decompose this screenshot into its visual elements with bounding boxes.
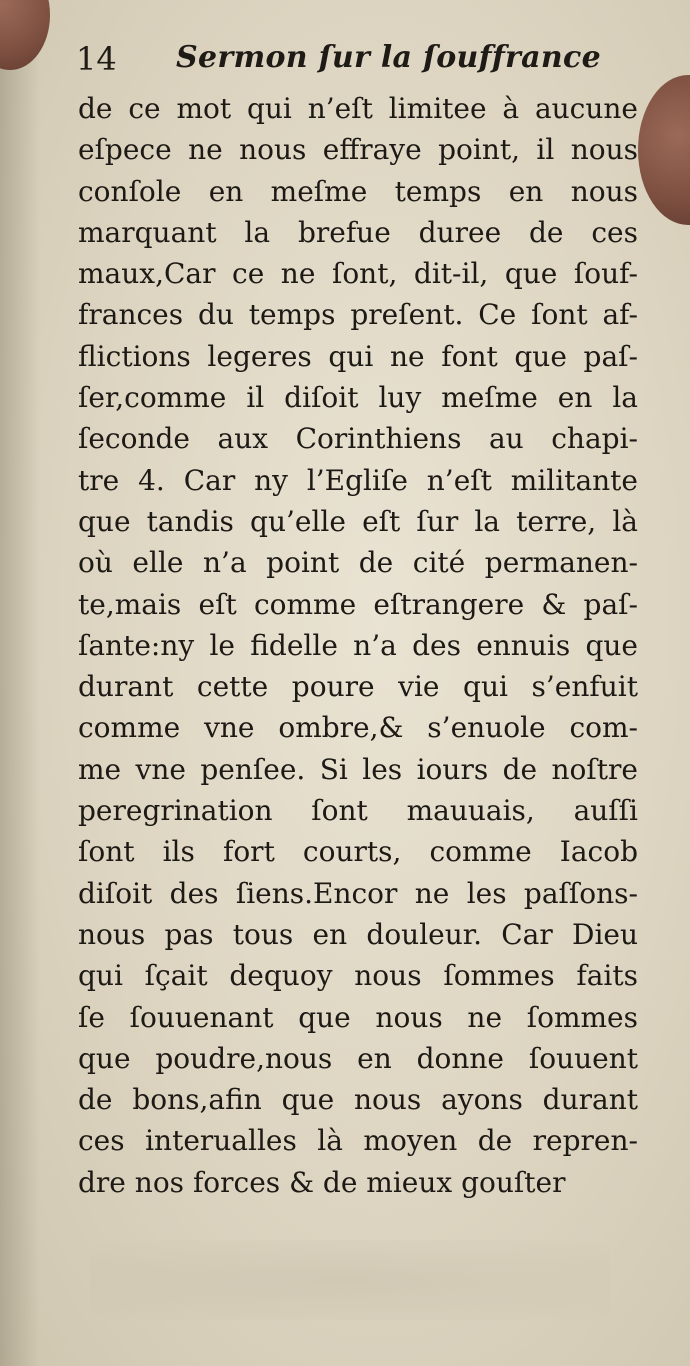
text-line: diſoit des ſiens.Encor ne les paſſons- — [78, 876, 638, 910]
text-line: durant cette poure vie qui s’enfuit — [78, 670, 638, 704]
text-line: que tandis qu’elle eſt ſur la terre, là — [78, 504, 638, 538]
text-line: eſpece ne nous effraye point, il nous — [78, 133, 638, 167]
text-line: flictions legeres qui ne font que paſ- — [78, 339, 638, 373]
text-line: nous pas tous en douleur. Car Dieu — [78, 917, 638, 951]
page-gutter-shadow — [0, 0, 40, 1366]
page-header — [76, 36, 636, 82]
text-line: ſante:ny le fidelle n’a des ennuis que — [78, 628, 638, 662]
text-line: que poudre,nous en donne ſouuent — [78, 1041, 638, 1075]
text-line: conſole en meſme temps en nous — [78, 174, 638, 208]
text-line: comme vne ombre,& s’enuole com- — [78, 711, 638, 745]
text-line: où elle n’a point de cité permanen- — [78, 546, 638, 580]
page-number: 14 — [76, 40, 117, 78]
text-line: tre 4. Car ny l’Egliſe n’eſt militante — [78, 463, 638, 497]
paper-stain — [90, 1240, 610, 1320]
thumb-top-left — [0, 0, 50, 70]
text-line: ſeconde aux Corinthiens au chapi- — [78, 422, 638, 456]
text-line: frances du temps preſent. Ce ſont af- — [78, 298, 638, 332]
text-line: dre nos forces & de mieux gouſter — [78, 1165, 566, 1199]
thumb-right — [638, 75, 690, 225]
text-line: te,mais eſt comme eſtrangere & paſ- — [78, 587, 638, 621]
text-line: ces interualles là moyen de repren- — [78, 1124, 638, 1158]
text-line: me vne penſee. Si les iours de noſtre — [78, 752, 638, 786]
text-line: ſont ils fort courts, comme Iacob — [78, 835, 638, 869]
text-line: de ce mot qui n’eſt limitee à aucune — [78, 92, 638, 125]
text-line: de bons,afin que nous ayons durant — [78, 1083, 638, 1117]
text-line: marquant la brefue duree de ces — [78, 215, 638, 249]
text-line: maux,Car ce ne ſont, dit-il, que ſouf- — [78, 257, 638, 291]
text-line: ſe ſouuenant que nous ne ſommes — [78, 1000, 638, 1034]
text-line: qui ſçait dequoy nous ſommes faits — [78, 959, 638, 993]
running-title: Sermon ſur la ſouffrance — [176, 40, 601, 75]
body-text — [78, 88, 638, 1203]
text-line: peregrination ſont mauuais, auſſi — [78, 794, 638, 828]
text-line: ſer,comme il diſoit luy meſme en la — [78, 381, 638, 415]
